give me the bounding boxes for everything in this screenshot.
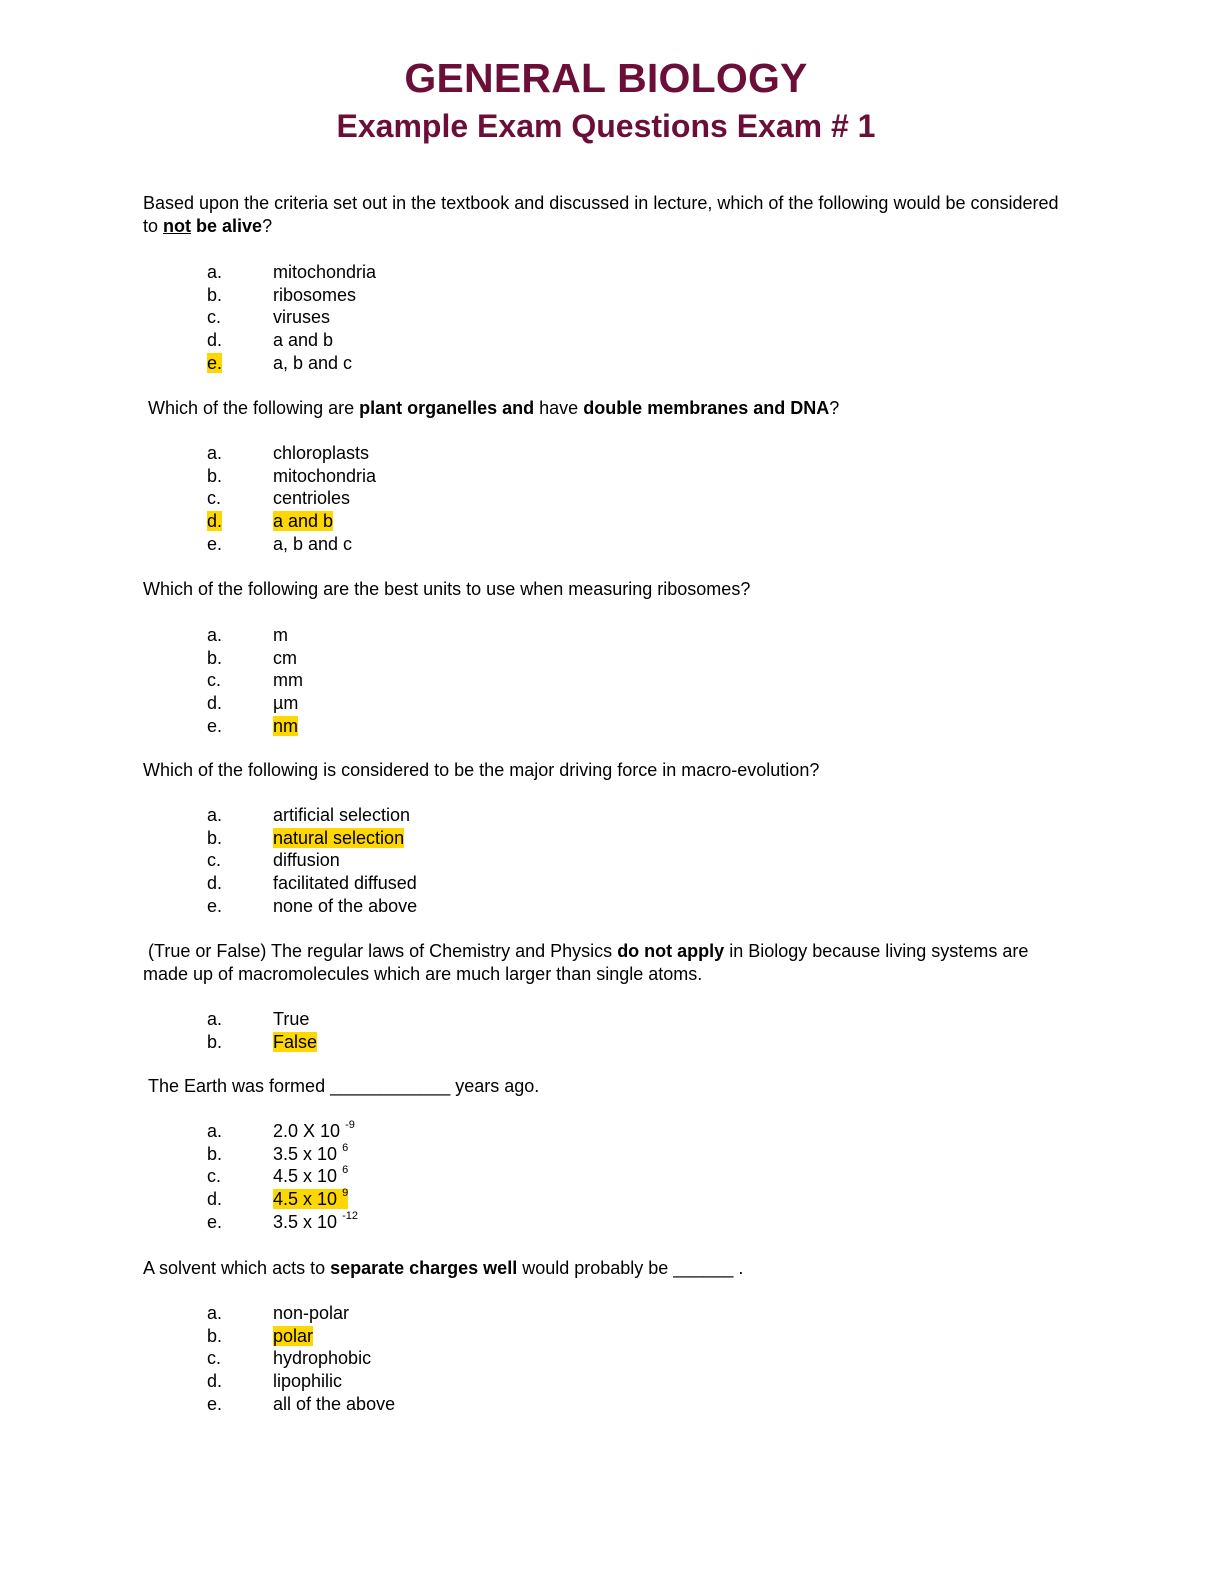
option: e. 3.5 x 10 $^{-12}$ [207,1209,358,1232]
option: c. hydrophobic [207,1348,372,1369]
question-2: Which of the following are plant organelles and have double membranes and DNA? [148,398,840,418]
option: a. True [207,1009,310,1029]
question-7: A solvent which acts to separate charges well would probably be ______ . [143,1258,744,1278]
option: b. 3.5 x 10 $^6$ [207,1141,349,1164]
option: c. viruses [207,307,331,328]
option-answer: d. 4.5 x 10 $^9$ [207,1187,349,1210]
option: a. m [207,625,288,645]
option: c. 4.5 x 10 $^6$ [207,1164,349,1187]
option-answer: e. a, b and c [207,352,353,373]
option-answer: b. False [207,1031,318,1052]
question-5-options [207,1008,317,1053]
option: d. a and b [207,330,334,351]
question-1: Based upon the criteria set out in the textbook and discussed in lecture, which of the following would be considered to not be alive? [143,193,1059,236]
option: e. all of the above [207,1393,396,1414]
question-3: Which of the following are the best units to use when measuring ribosomes? [143,579,751,599]
question-2-options [207,442,376,555]
answer-highlight: a and b [273,511,334,532]
page-title: GENERAL BIOLOGY [404,55,808,101]
option-answer: e. nm [207,715,299,736]
question-4: Which of the following is considered to be the major driving force in macro-evolution? [143,760,820,780]
option: d. facilitated diffused [207,873,417,894]
option: a. artificial selection [207,805,411,825]
answer-highlight: 4.5 x 10 $^9$ [273,1187,349,1210]
question-1-options [207,261,376,374]
answer-highlight: e. [207,352,223,373]
option-answer: b. polar [207,1325,314,1346]
option: e. a, b and c [207,533,353,554]
question-3-options [207,624,303,737]
answer-highlight: nm [273,715,299,736]
answer-highlight: False [273,1031,318,1052]
question-6: The Earth was formed ____________ years ago. [148,1076,540,1096]
answer-highlight: natural selection [273,827,405,848]
option: d. µm [207,693,299,714]
option: a. non-polar [207,1303,350,1323]
answer-highlight: polar [273,1325,314,1346]
option: c. centrioles [207,488,351,509]
option: a. chloroplasts [207,443,370,463]
option: b. cm [207,647,297,668]
option: b. ribosomes [207,284,357,305]
question-6-options [207,1120,358,1233]
option-answer: b. natural selection [207,827,405,848]
option: b. mitochondria [207,465,377,486]
option: a. mitochondria [207,262,377,282]
option: c. diffusion [207,850,340,871]
question-4-options [207,804,417,917]
option: d. lipophilic [207,1371,343,1392]
option-answer: d. a and b [207,511,334,532]
question-7-options [207,1302,395,1415]
question-5: (True or False) The regular laws of Chemistry and Physics do not apply in Biology because living systems are made up of macromolecules which are much larger than single atoms. [143,941,1029,984]
option: e. none of the above [207,895,418,916]
option: c. mm [207,670,303,691]
page-subtitle: Example Exam Questions Exam # 1 [336,108,876,144]
option: a. 2.0 X 10 $^{-9}$ [207,1119,355,1141]
